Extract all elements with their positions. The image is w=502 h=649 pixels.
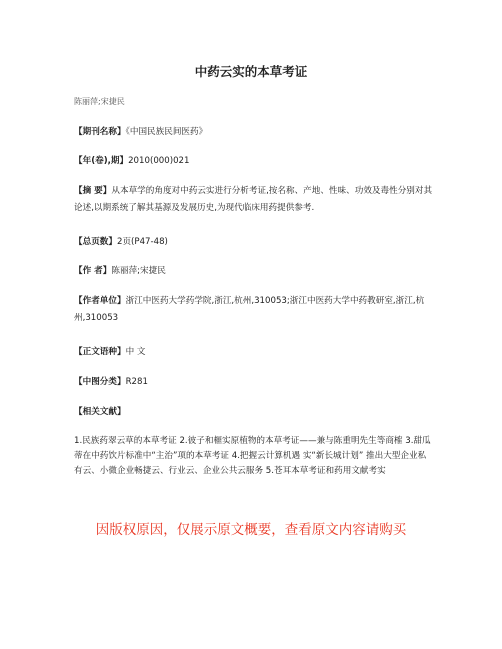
affiliation-label: 【作者单位】	[74, 296, 126, 306]
language-label: 【正文语种】	[74, 347, 126, 357]
related-field	[74, 404, 434, 421]
journal-value: 《中国民族民间医药》	[125, 127, 208, 137]
pages-label: 【总页数】	[74, 237, 117, 247]
document-title: 中药云实的本草考证	[194, 64, 308, 79]
journal-label: 【期刊名称】	[74, 127, 126, 137]
pages-field	[74, 234, 434, 251]
affiliation-field	[74, 293, 434, 327]
abstract-label: 【摘 要】	[74, 186, 112, 196]
author-field	[74, 263, 434, 280]
affiliation-value: 浙江中医药大学药学院,浙江,杭州,310053;浙江中医药大学中药教研室,浙江,杭州,310053	[74, 296, 425, 323]
year-field	[74, 153, 434, 170]
year-label: 【年(卷),期】	[74, 156, 129, 166]
related-label: 【相关文献】	[74, 407, 126, 417]
year-value: 2010(000)021	[128, 156, 190, 166]
copyright-notice: 因版权原因，仅展示原文概要，查看原文内容请购买	[95, 522, 407, 538]
author-value: 陈丽萍;宋捷民	[111, 266, 166, 276]
classification-value: R281	[125, 377, 148, 387]
abstract-field	[74, 183, 434, 217]
author-line: 陈丽萍;宋捷民	[74, 97, 125, 106]
abstract-value: 从本草学的角度对中药云实进行分析考证,按名称、产地、性味、功效及毒性分别对其论述,以期系统了解其基源及发展历史,为现代临床用药提供参考.	[74, 186, 433, 213]
language-field	[74, 344, 434, 361]
classification-label: 【中图分类】	[74, 377, 126, 387]
references-list: 1.民族药翠云草的本草考证 2.彼子和榧实原植物的本草考证——兼与陈重明先生等商榷 3.甜瓜蒂在中药饮片标准中“主治”项的本草考证 4.把握云计算机遇 实“新长城计划” 推出大型企业私有云、小微企业畅捷云、行业云、企业公共云服务 5.苍耳本草考证和药用文献考实	[74, 436, 431, 476]
journal-field	[74, 124, 434, 141]
language-value: 中 文	[125, 347, 146, 357]
author-label: 【作 者】	[74, 266, 112, 276]
classification-field	[74, 374, 434, 391]
pages-value: 2页(P47-48)	[116, 237, 168, 247]
